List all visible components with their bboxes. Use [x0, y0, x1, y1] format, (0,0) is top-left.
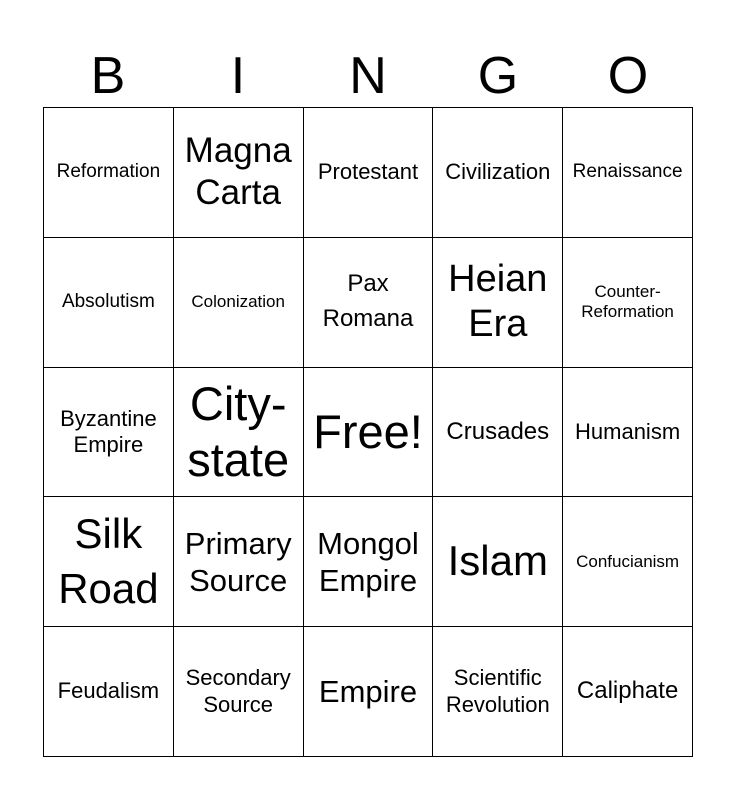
bingo-grid — [43, 107, 693, 757]
free-space-text: Free! — [313, 404, 423, 458]
cell-text: Crusades — [446, 417, 550, 445]
bingo-cell-r2c2[interactable] — [174, 238, 304, 368]
bingo-cell-r2c1[interactable] — [44, 238, 174, 368]
cell-text: Protestant — [317, 159, 419, 185]
bingo-cell-r5c5[interactable] — [563, 627, 693, 757]
cell-text: Secondary Source — [185, 665, 291, 717]
bingo-cell-free[interactable] — [304, 368, 434, 498]
header-letter-o: O — [607, 47, 649, 105]
cell-text: Renaissance — [572, 161, 683, 182]
bingo-cell-r4c4[interactable] — [433, 497, 563, 627]
header-letter-n: N — [349, 47, 387, 105]
bingo-cell-r5c3[interactable] — [304, 627, 434, 757]
bingo-cell-r2c3[interactable] — [304, 238, 434, 368]
header-letter-b: B — [90, 47, 126, 105]
header-letter-i: I — [230, 47, 246, 105]
bingo-cell-r5c2[interactable] — [174, 627, 304, 757]
bingo-cell-r3c1[interactable] — [44, 368, 174, 498]
cell-text: Absolutism — [61, 290, 155, 312]
bingo-cell-r1c3[interactable] — [304, 108, 434, 238]
bingo-cell-r1c1[interactable] — [44, 108, 174, 238]
bingo-cell-r5c1[interactable] — [44, 627, 174, 757]
bingo-cell-r1c4[interactable] — [433, 108, 563, 238]
cell-text: Byzantine Empire — [60, 405, 157, 457]
cell-text: Primary Source — [184, 525, 292, 598]
bingo-cell-r3c4[interactable] — [433, 368, 563, 498]
cell-text: Silk Road — [58, 510, 159, 612]
bingo-cell-r4c2[interactable] — [174, 497, 304, 627]
bingo-cell-r4c1[interactable] — [44, 497, 174, 627]
cell-text: Magna Carta — [184, 131, 292, 213]
cell-text: Pax Romana — [322, 270, 414, 333]
cell-text: Confucianism — [576, 551, 680, 571]
bingo-cell-r4c3[interactable] — [304, 497, 434, 627]
bingo-cell-r5c4[interactable] — [433, 627, 563, 757]
bingo-cell-r3c5[interactable] — [563, 368, 693, 498]
bingo-cell-r1c5[interactable] — [563, 108, 693, 238]
header-letter-g: G — [477, 47, 519, 105]
bingo-cell-r2c4[interactable] — [433, 238, 563, 368]
bingo-cell-r1c2[interactable] — [174, 108, 304, 238]
cell-text: Heian Era — [448, 257, 548, 346]
cell-text: Counter-Reformation — [581, 281, 674, 322]
cell-text: Civilization — [445, 159, 551, 185]
cell-text: City-state — [187, 376, 290, 486]
bingo-cell-r2c5[interactable] — [563, 238, 693, 368]
cell-text: Humanism — [575, 418, 681, 444]
cell-text: Mongol Empire — [317, 525, 419, 598]
cell-text: Islam — [447, 537, 548, 585]
bingo-header — [43, 44, 693, 108]
bingo-cell-r4c5[interactable] — [563, 497, 693, 627]
cell-text: Feudalism — [57, 678, 160, 704]
cell-text: Empire — [318, 674, 418, 709]
cell-text: Colonization — [191, 292, 285, 311]
cell-text: Scientific Revolution — [445, 665, 550, 717]
bingo-cell-r3c2[interactable] — [174, 368, 304, 498]
cell-text: Reformation — [56, 161, 161, 182]
cell-text: Caliphate — [576, 677, 679, 705]
